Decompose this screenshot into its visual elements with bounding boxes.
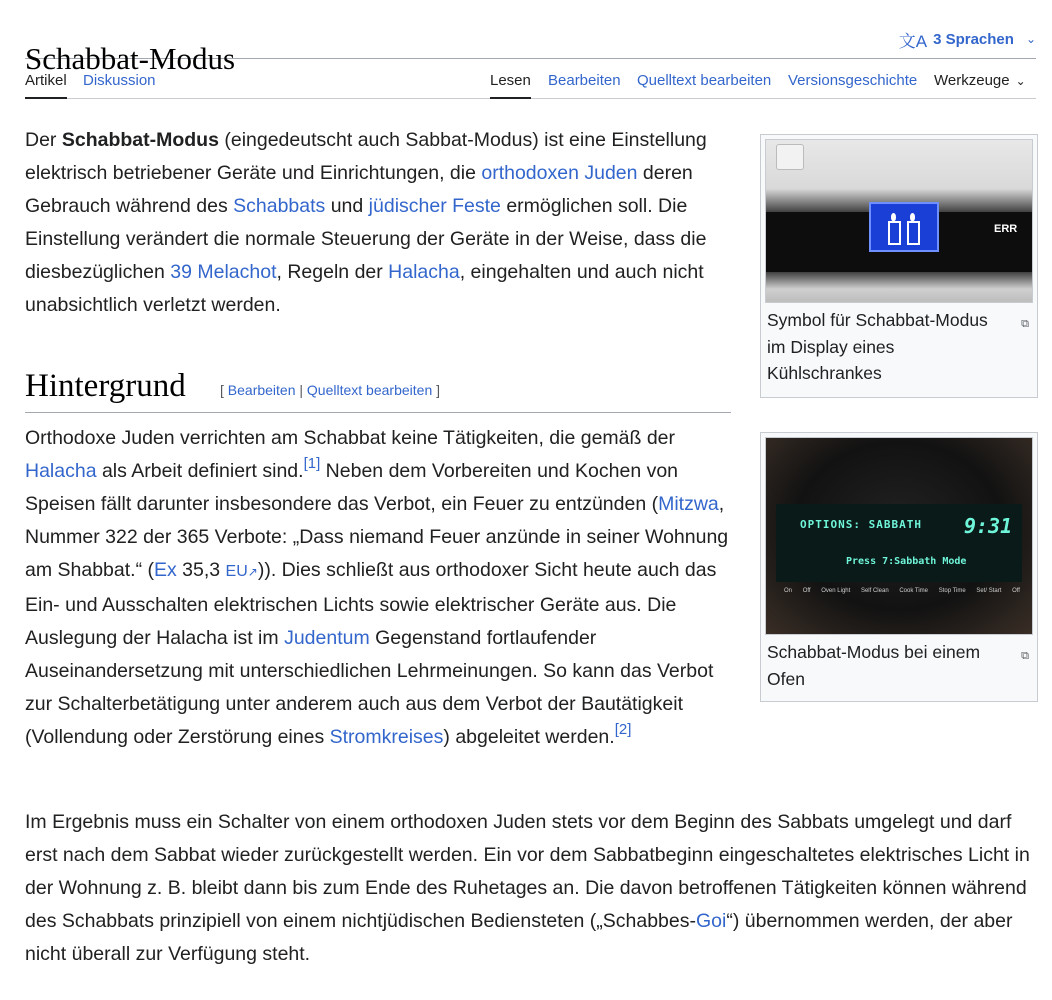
link-eu-label: EU bbox=[225, 563, 248, 580]
intro-paragraph bbox=[25, 124, 730, 322]
oven-display-image[interactable] bbox=[765, 437, 1033, 635]
language-button[interactable] bbox=[899, 26, 1036, 52]
enlarge-icon[interactable]: ⧉ bbox=[1021, 318, 1029, 330]
link-eu[interactable] bbox=[226, 563, 258, 580]
edit-section-links bbox=[220, 382, 440, 398]
link-stromkreis[interactable]: Stromkreises bbox=[329, 726, 444, 748]
text: , Regeln der bbox=[276, 261, 389, 283]
tab-bearbeiten[interactable]: Bearbeiten bbox=[548, 72, 621, 89]
tab-lesen[interactable]: Lesen bbox=[490, 72, 531, 99]
link-halacha[interactable]: Halacha bbox=[388, 261, 460, 283]
lemma-bold: Schabbat-Modus bbox=[61, 129, 219, 151]
key-label: Oven Light bbox=[821, 588, 851, 594]
tab-bar bbox=[25, 60, 1036, 99]
text: ) abgeleitet werden. bbox=[443, 726, 615, 748]
page-header bbox=[25, 18, 1036, 76]
bracket: ] bbox=[432, 382, 441, 398]
figure-caption bbox=[765, 635, 1033, 692]
text: Orthodoxe Juden verrichten am Schabbat keine Tätigkeiten, die gemäß der bbox=[25, 427, 676, 449]
caption-text: Schabbat-Modus bei einem Ofen bbox=[767, 642, 981, 689]
link-ex[interactable]: Ex bbox=[153, 559, 177, 581]
page-title: Schabbat-Modus bbox=[25, 40, 236, 76]
key-label: Cook Time bbox=[899, 588, 929, 594]
enlarge-icon[interactable]: ⧉ bbox=[1021, 650, 1029, 662]
link-juedische-feste[interactable]: jüdischer Feste bbox=[368, 195, 501, 217]
translate-icon: 文A bbox=[898, 31, 928, 51]
reference-1[interactable]: [1] bbox=[303, 455, 321, 472]
display-line-2: Press 7:Sabbath Mode bbox=[846, 556, 967, 567]
figure-caption bbox=[765, 303, 1033, 387]
text: 35,3 bbox=[176, 559, 226, 581]
section-title: Hintergrund bbox=[25, 368, 186, 404]
caption-text: Symbol für Schabbat-Modus im Display eines Kühlschrankes bbox=[767, 310, 988, 383]
link-mitzwa[interactable]: Mitzwa bbox=[658, 493, 719, 515]
oven-keypad bbox=[784, 588, 1020, 594]
text: ermöglichen soll. Die Einstellung verändert die normale Steuerung der Geräte in der Weise, dass die diesbezüglichen bbox=[25, 195, 707, 283]
language-label: 3 Sprachen bbox=[933, 30, 1014, 48]
bracket: [ bbox=[220, 382, 228, 398]
text: Neben dem Vorbereiten und Kochen von Speisen fällt darunter insbesondere das Verbot, ein Feuer zu entzünden ( bbox=[25, 460, 679, 515]
tab-werkzeuge[interactable] bbox=[934, 72, 1026, 97]
separator: | bbox=[295, 382, 307, 398]
key-label: Self Clean bbox=[860, 588, 889, 594]
link-judentum[interactable]: Judentum bbox=[284, 627, 370, 649]
text: Gegenstand fortlaufender Auseinandersetzung mit unterschiedlichen Lehrmeinungen. So kann das Verbot zur Schalterbetätigung unter anderem auch aus dem Verbot der Bautätigkeit (Vollendung oder Zerstörung eines bbox=[25, 627, 714, 748]
result-paragraph bbox=[25, 806, 1036, 971]
tab-artikel[interactable]: Artikel bbox=[25, 72, 67, 99]
text: deren Gebrauch während des bbox=[25, 162, 693, 217]
edit-section-button[interactable]: Bearbeiten bbox=[227, 382, 296, 398]
tab-versionsgeschichte[interactable]: Versionsgeschichte bbox=[788, 72, 918, 89]
key-label: Stop Time bbox=[938, 588, 966, 594]
text: , Nummer 322 der 365 Verbote: „Dass niemand Feuer anzünde in seiner Wohnung am Shabbat.“ ( bbox=[25, 493, 729, 581]
chevron-down-icon: ⌄ bbox=[1015, 74, 1026, 88]
text: Im Ergebnis muss ein Schalter von einem orthodoxen Juden stets vor dem Beginn des Sabbats umgelegt und darf erst nach dem Sabbat wieder zurückgestellt werden. Ein vor dem Sabbatbeginn eingeschaltetes elektrisches Licht in der Wohnung z. B. bleibt dann bis zum Ende des Ruhetages an. Die davon betroffenen Tätigkeiten können während des Schabbats prinzipiell von einem nichtjüdischen Bediensteten („Schabbes- bbox=[25, 811, 1030, 932]
key-label: Off bbox=[1012, 588, 1020, 594]
figure-fridge bbox=[760, 134, 1038, 398]
tab-quelltext-bearbeiten[interactable]: Quelltext bearbeiten bbox=[637, 72, 772, 89]
reference-2[interactable]: [2] bbox=[614, 721, 632, 738]
display-line-1: OPTIONS: SABBATH bbox=[800, 518, 922, 531]
edit-source-section-button[interactable]: Quelltext bearbeiten bbox=[306, 382, 433, 398]
text: “) übernommen werden, der aber nicht überall zur Verfügung steht. bbox=[25, 910, 1013, 965]
sabbath-candles-icon bbox=[869, 202, 939, 252]
link-goi[interactable]: Goi bbox=[695, 910, 727, 932]
text: )). Dies schließt aus orthodoxer Sicht heute auch das Ein- und Ausschalten elektrischen Lichts sowie elektrischer Geräte aus. Die Auslegung der Halacha ist im bbox=[25, 559, 717, 649]
key-label: Off bbox=[802, 588, 811, 594]
display-time: 9:31 bbox=[964, 514, 1013, 538]
link-39-melachot[interactable]: 39 Melachot bbox=[170, 261, 277, 283]
link-orthodoxe-juden[interactable]: orthodoxen Juden bbox=[481, 162, 638, 184]
key-label: On bbox=[784, 588, 793, 594]
key-label: Set/ Start bbox=[976, 588, 1002, 594]
candle-icon bbox=[888, 221, 901, 245]
text: , eingehalten und auch nicht unabsichtlich verletzt werden. bbox=[25, 261, 704, 316]
section-heading-hintergrund bbox=[25, 364, 731, 413]
fridge-display-image[interactable] bbox=[765, 139, 1033, 303]
link-halacha[interactable]: Halacha bbox=[25, 460, 97, 482]
text: Der bbox=[25, 129, 62, 151]
brand-text: ERR bbox=[994, 223, 1018, 235]
figure-oven bbox=[760, 432, 1038, 702]
socket-shape bbox=[776, 144, 804, 170]
tab-diskussion[interactable]: Diskussion bbox=[83, 72, 156, 89]
tools-label: Werkzeuge bbox=[934, 72, 1010, 89]
text: als Arbeit definiert sind. bbox=[96, 460, 304, 482]
text: und bbox=[325, 195, 369, 217]
chevron-down-icon: ⌄ bbox=[1025, 32, 1036, 46]
external-link-icon: ↗ bbox=[247, 565, 258, 579]
text: (eingedeutscht auch Sabbat-Modus) ist eine Einstellung elektrisch betriebener Geräte und Einrichtungen, die bbox=[25, 129, 707, 184]
link-schabbat[interactable]: Schabbats bbox=[233, 195, 326, 217]
candle-icon bbox=[907, 221, 920, 245]
background-paragraph bbox=[25, 422, 737, 754]
